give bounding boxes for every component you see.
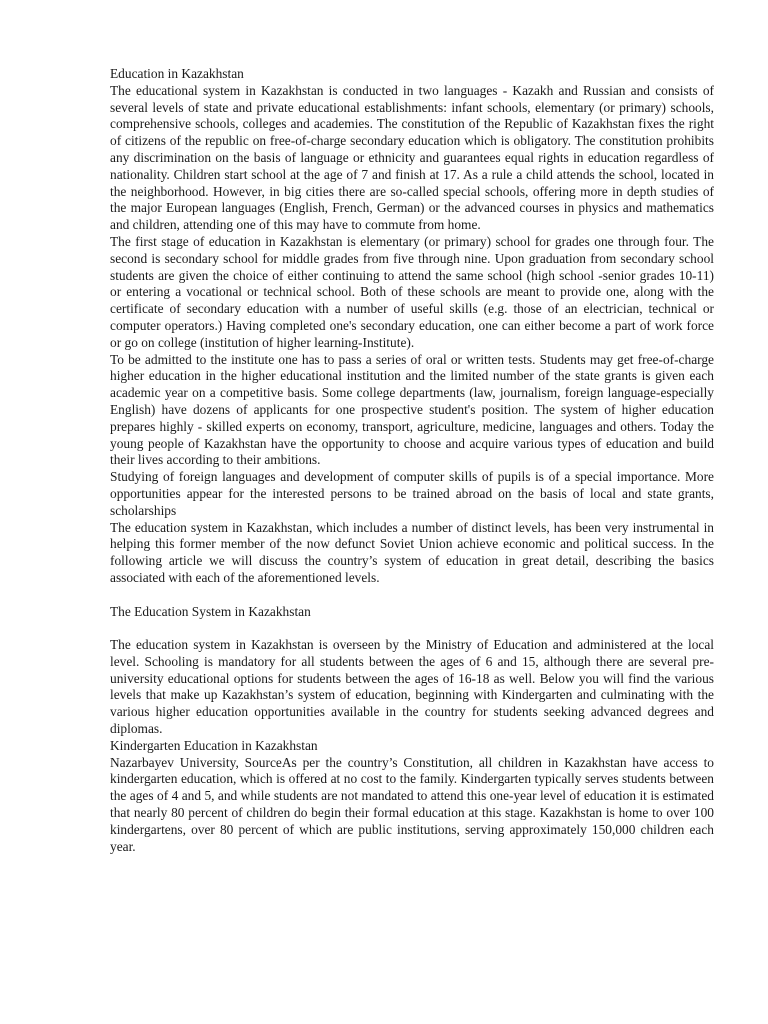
overview-paragraph: The education system in Kazakhstan, which includes a number of distinct levels, has been very instrumental in helping this former member of the now defunct Soviet Union achieve economic and political success. In the following article we will discuss the country’s system of education in great detail, describing the basics associated with each of the aforementioned levels.: [110, 519, 714, 585]
document-title: Education in Kazakhstan: [110, 66, 244, 81]
subsection-heading: Kindergarten Education in Kazakhstan: [110, 737, 318, 753]
document-page: [110, 66, 714, 855]
spacer: [110, 587, 714, 604]
section-heading: The Education System in Kazakhstan: [110, 603, 311, 619]
spacer: [110, 620, 714, 637]
system-paragraph: The education system in Kazakhstan is overseen by the Ministry of Education and administered at the local level. Schooling is mandatory for all students between the ages of 6 and 15, although there are several pre-university educational options for students between the ages of 16-18 as well. Below you will find the various levels that make up Kazakhstan’s system of education, beginning with Kindergarten and culminating with the various higher education opportunities available in the country for students seeking advanced degrees and diplomas.: [110, 637, 714, 737]
languages-paragraph: Studying of foreign languages and development of computer skills of pupils is of a special importance. More opportunities appear for the interested persons to be trained abroad on the basis of local and state grants, scholarships: [110, 469, 714, 518]
admission-paragraph: To be admitted to the institute one has to pass a series of oral or written tests. Students may get free-of-charge higher education in the higher educational institution and the limited number of the state grants is given each academic year on a competitive basis. Some college departments (law, journalism, foreign language-especially English) have dozens of applicants for one prospective student's position. The system of higher education prepares highly - skilled experts on economy, transport, agriculture, medicine, languages and others. Today the young people of Kazakhstan have the opportunity to choose and acquire various types of education and build their lives according to their ambitions.: [110, 351, 714, 468]
intro-paragraph: The educational system in Kazakhstan is conducted in two languages - Kazakh and Russian and consists of several levels of state and private educational establishments: infant schools, elementary (or primary) schools, comprehensive schools, colleges and academies. The constitution of the Republic of Kazakhstan fixes the right of citizens of the republic on free-of-charge secondary education which is obligatory. The constitution prohibits any discrimination on the basis of language or ethnicity and guarantees equal rights in education regardless of nationality. Children start school at the age of 7 and finish at 17. As a rule a child attends the school, located in the neighborhood. However, in big cities there are so-called special schools, offering more in depth studies of the major European languages (English, French, German) or the advanced courses in physics and mathematics and children, attending one of this may have to commute from home.: [110, 82, 714, 233]
kindergarten-paragraph: Nazarbayev University, SourceAs per the country’s Constitution, all children in Kazakhstan have access to kindergarten education, which is offered at no cost to the family. Kindergarten typically serves students between the ages of 4 and 5, and while students are not mandated to attend this one-year level of education it is estimated that nearly 80 percent of children do begin their formal education at this stage. Kazakhstan is home to over 100 kindergartens, over 80 percent of which are public institutions, serving approximately 150,000 children each year.: [110, 754, 714, 854]
stages-paragraph: The first stage of education in Kazakhstan is elementary (or primary) school for grades one through four. The second is secondary school for middle grades from five through nine. Upon graduation from secondary school students are given the choice of either continuing to attend the same school (high school -senior grades 10-11) or entering a vocational or technical school. Both of these schools are meant to provide one, along with the certificate of secondary education with a number of useful skills (e.g. those of an electrician, technical or computer operators.) Having completed one's secondary education, one can either become a part of work force or go on college (institution of higher learning-Institute).: [110, 233, 714, 350]
